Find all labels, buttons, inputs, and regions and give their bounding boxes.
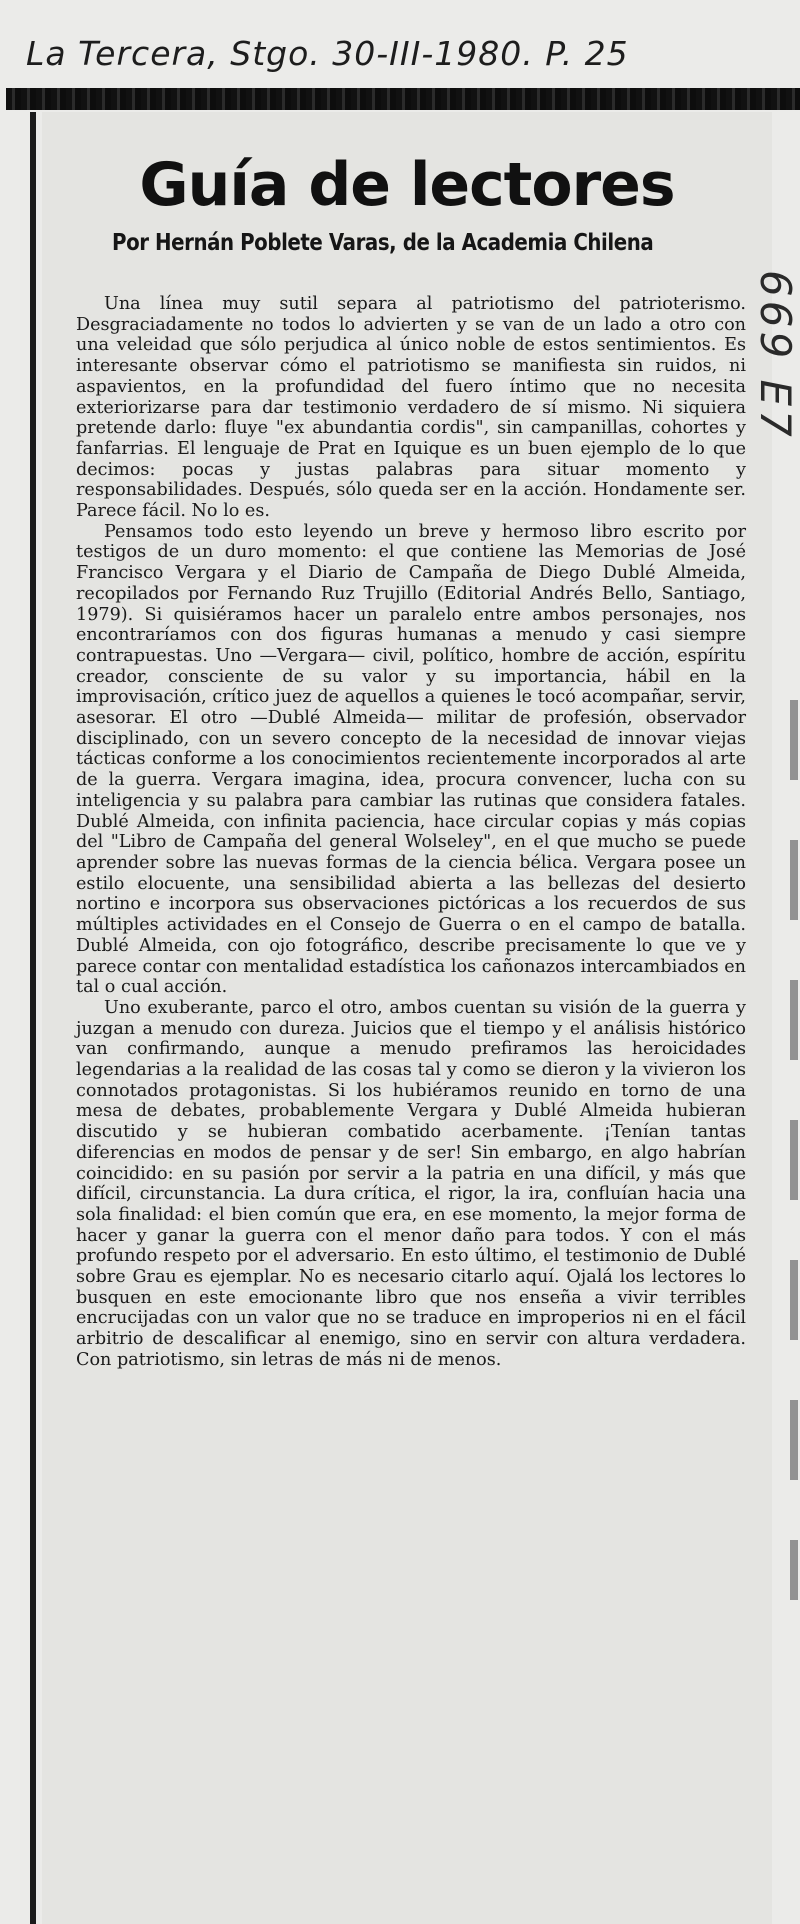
article-byline: Por Hernán Poblete Varas, de la Academia Chilena (112, 230, 654, 256)
right-edge-marks (790, 700, 798, 1600)
top-border-bar (6, 88, 800, 110)
margin-handwritten-number: 669 E7 (751, 270, 800, 441)
article-paragraph-3: Uno exuberante, parco el otro, ambos cuentan su visión de la guerra y juzgan a menudo con dureza. Juicios que el tiempo y el análisis histórico van confirmando, aunque a menudo prefiramos las heroicidades legendarias a la realidad de las cosas tal y como se dieron y la vivieron los connotados protagonistas. Si los hubiéramos reunido en torno de una mesa de debates, probablemente Vergara y Dublé Almeida hubieran discutido y se hubieran combatido acerbamente. ¡Tenían tantas diferencias en modos de pensar y de ser! Sin embargo, en algo habrían coincidido: en su pasión por servir a la patria en una difícil, y más que difícil, circunstancia. La dura crítica, el rigor, la ira, confluían hacia una sola finalidad: el bien común que era, en ese momento, la mejor forma de hacer y ganar la guerra con el menor daño para todos. Y con el más profundo respeto por el adversario. En esto último, el testimonio de Dublé sobre Grau es ejemplar. No es necesario citarlo aquí. Ojalá los lectores lo busquen en este emocionante libro que nos enseña a vivir terribles encrucijadas con un valor que no se traduce en improperios ni en el fácil arbitrio de descalificar al enemigo, sino en servir con altura verdadera. Con patriotismo, sin letras de más ni de menos. (76, 997, 746, 1370)
article-paragraph-2: Pensamos todo esto leyendo un breve y hermoso libro escrito por testigos de un duro momento: el que contiene las Memorias de José Francisco Vergara y el Diario de Campaña de Diego Dublé Almeida, recopilados por Fernando Ruz Trujillo (Editorial Andrés Bello, Santiago, 1979). Si quisiéramos hacer un paralelo entre ambos personajes, nos encontraríamos con dos figuras humanas a menudo y casi siempre contrapuestas. Uno —Vergara— civil, político, hombre de acción, espíritu creador, consciente de su valor y su importancia, hábil en la improvisación, crítico juez de aquellos a quienes le tocó acompañar, servir, asesorar. El otro —Dublé Almeida— militar de profesión, observador disciplinado, con un severo concepto de la necesidad de innovar viejas tácticas conforme a los conocimientos recientemente incorporados al arte de la guerra. Vergara imagina, idea, procura convencer, lucha con su inteligencia y su palabra para cambiar las rutinas que considera fatales. Dublé Almeida, con infinita paciencia, hace circular copias y más copias del "Libro de Campaña del general Wolseley", en el que mucho se puede aprender sobre las nuevas formas de la ciencia bélica. Vergara posee un estilo elocuente, una sensibilidad abierta a las bellezas del desierto nortino e incorpora sus observaciones pictóricas a los recuerdos de sus múltiples actividades en el Consejo de Guerra o en el campo de batalla. Dublé Almeida, con ojo fotográfico, describe precisamente lo que ve y parece contar con mentalidad estadística los cañonazos intercambiados en tal o cual acción. (76, 521, 746, 998)
article-title: Guía de lectores (139, 150, 675, 220)
newspaper-clipping (42, 112, 772, 1924)
article-paragraph-1: Una línea muy sutil separa al patriotismo del patrioterismo. Desgraciadamente no todos lo advierten y se van de un lado a otro con una veleidad que sólo perjudica al único noble de estos sentimientos. Es interesante observar cómo el patriotismo se manifiesta sin ruidos, ni aspavientos, en la profundidad del fuero íntimo que no necesita exteriorizarse para dar testimonio verdadero de sí mismo. Ni siquiera pretende darlo: fluye "ex abundantia cordis", sin campanillas, cohortes y fanfarrias. El lenguaje de Prat en Iquique es un buen ejemplo de lo que decimos: pocas y justas palabras para situar momento y responsabilidades. Después, sólo queda ser en la acción. Hondamente ser. Parece fácil. No lo es. (76, 294, 746, 522)
article-body (76, 294, 746, 1371)
left-column-rule (30, 112, 36, 1924)
handwritten-source-note: La Tercera, Stgo. 30-III-1980. P. 25 (26, 34, 629, 73)
